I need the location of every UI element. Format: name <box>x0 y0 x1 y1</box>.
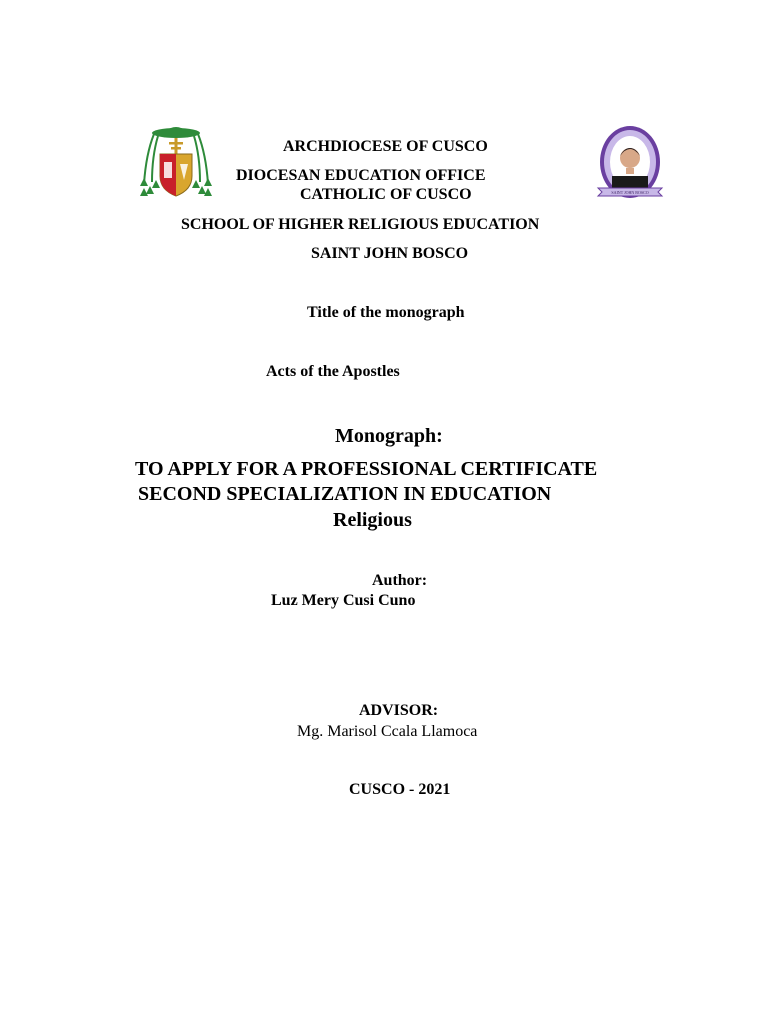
advisor-label: ADVISOR: <box>359 702 439 719</box>
author-name: Luz Mery Cusi Cuno <box>271 592 416 609</box>
header-archdiocese: ARCHDIOCESE OF CUSCO <box>283 138 488 155</box>
saint-john-bosco-seal-logo <box>596 124 666 204</box>
author-label: Author: <box>372 572 428 589</box>
monograph-line2: SECOND SPECIALIZATION IN EDUCATION <box>138 483 552 505</box>
monograph-line1: TO APPLY FOR A PROFESSIONAL CERTIFICATE <box>135 458 598 480</box>
seal-ribbon-text: SAINT JOHN BOSCO <box>611 190 649 195</box>
header-school: SCHOOL OF HIGHER RELIGIOUS EDUCATION <box>181 216 540 233</box>
title-label: Title of the monograph <box>307 304 465 321</box>
monograph-title: Acts of the Apostles <box>266 363 400 380</box>
archdiocese-coat-of-arms-logo <box>138 124 214 200</box>
header-education-office: DIOCESAN EDUCATION OFFICE <box>236 167 486 184</box>
advisor-name: Mg. Marisol Ccala Llamoca <box>297 723 478 740</box>
header-saint-john-bosco: SAINT JOHN BOSCO <box>311 245 469 262</box>
monograph-label: Monograph: <box>335 425 443 447</box>
footer-place-year: CUSCO - 2021 <box>349 781 451 798</box>
header-catholic: CATHOLIC OF CUSCO <box>300 186 472 203</box>
monograph-line3: Religious <box>333 509 412 531</box>
